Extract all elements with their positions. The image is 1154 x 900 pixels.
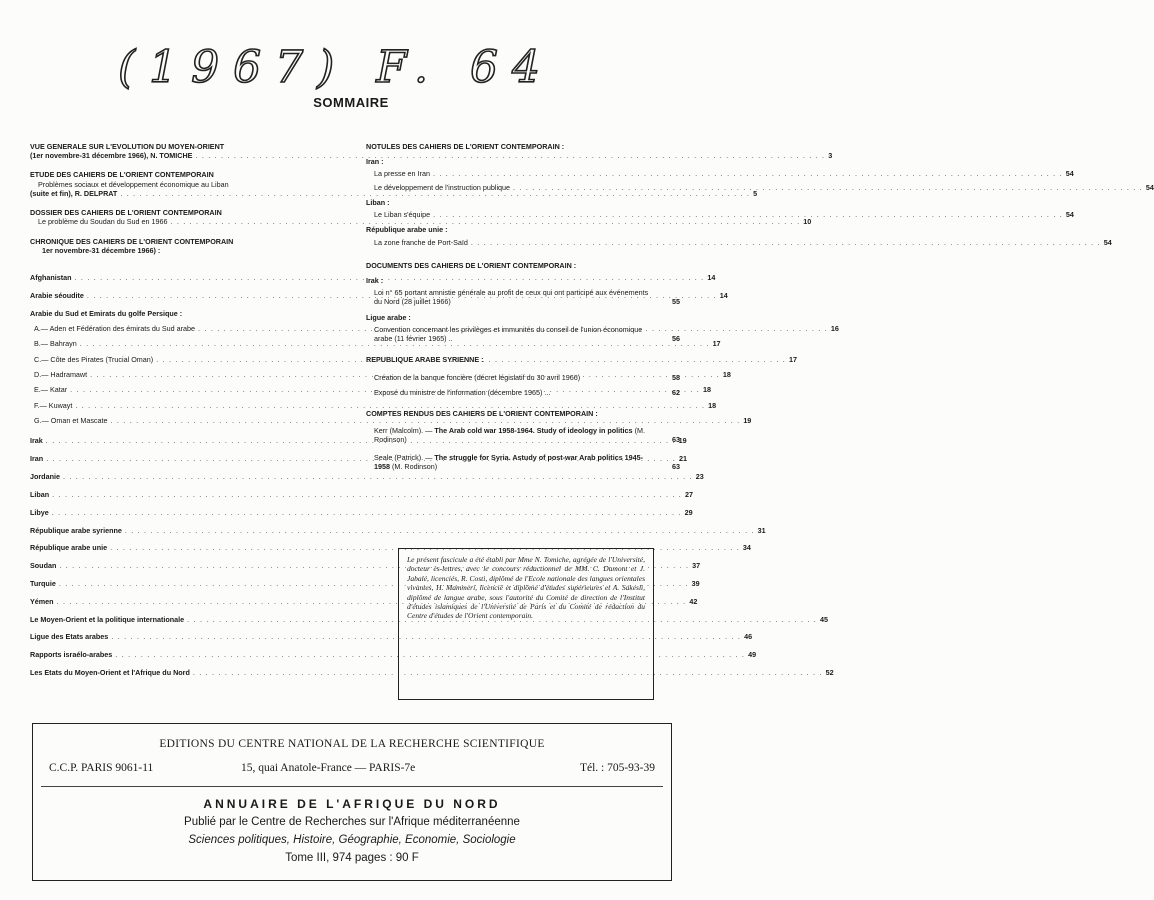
toc-documents-ligue-heading: Ligue arabe :	[366, 312, 411, 322]
annuaire-publisher: Publié par le Centre de Recherches sur l'Afrique méditerranéenne	[184, 816, 520, 828]
toc-country-b-9-page: 42	[689, 596, 698, 606]
toc-arabie-item-1-page: 17	[712, 339, 721, 349]
toc-country-b-6[interactable]	[30, 543, 751, 553]
toc-arabie-item-6-label	[34, 416, 108, 425]
toc-arabie-item-0-label	[34, 324, 195, 333]
toc-arabie-item-0-letter: A.	[34, 323, 41, 333]
toc-documents-irak-page: 55	[672, 297, 680, 307]
annuaire-disciplines: Sciences politiques, Histoire, Géographie, Economie, Sociologie	[188, 834, 516, 846]
toc-comptes-item1-author: Kerr (Malcolm). —	[374, 426, 433, 436]
toc-documents-irak-heading: Irak :	[366, 275, 384, 285]
annuaire-title: ANNUAIRE DE L'AFRIQUE DU NORD	[203, 797, 501, 811]
toc-country-b-3-label: Liban	[30, 489, 50, 499]
toc-comptes-item2-reviewer: (M. Rodinson)	[392, 461, 438, 471]
toc-arabie-item-0-text: — Aden et Fédération des émirats du Sud arabe	[40, 323, 196, 333]
toc-country-b-9-label: Yémen	[30, 596, 54, 606]
editorial-notice-box	[398, 548, 654, 700]
toc-arabie-item-2-letter: C.	[34, 354, 42, 364]
toc-country-a-0-page: 14	[707, 272, 716, 282]
annuaire-tome: Tome III, 974 pages : 90 F	[285, 852, 419, 864]
toc-arabie-item-2-text: — Côte des Pirates (Trucial Oman)	[41, 354, 154, 364]
toc-documents-ligue-page: 56	[672, 334, 680, 344]
toc-arabie-item-5-text: — Kuwayt	[39, 400, 73, 410]
toc-notules-rau-0[interactable]	[374, 237, 1112, 247]
toc-country-b-8[interactable]	[30, 578, 700, 588]
toc-country-b-1-label: Iran	[30, 454, 44, 464]
toc-country-b-10[interactable]	[30, 614, 828, 624]
toc-notules-iran-1-label: Le développement de l'instruction publique	[374, 182, 511, 192]
toc-notules-iran-0-label: La presse en Iran	[374, 169, 430, 179]
toc-notules-heading: NOTULES DES CAHIERS DE L'ORIENT CONTEMPORAIN :	[366, 142, 565, 151]
toc-arabie-item-5[interactable]	[34, 400, 717, 410]
toc-arabie-item-0-page: 16	[830, 323, 839, 333]
toc-comptes-item2-author: Seale (Patrick). —	[374, 452, 433, 462]
publisher-frame	[32, 723, 672, 881]
toc-ras-heading: REPUBLIQUE ARABE SYRIENNE :	[366, 355, 484, 365]
toc-notules-rau-0-label: La zone franche de Port-Saïd	[374, 237, 468, 247]
toc-country-b-10-page: 45	[819, 614, 828, 624]
publisher-phone: Tél. : 705-93-39	[579, 762, 655, 774]
toc-country-b-12-page: 49	[748, 650, 757, 660]
toc-country-b-5-page: 31	[757, 525, 766, 535]
toc-etude-title: ETUDE DES CAHIERS DE L'ORIENT CONTEMPORAIN	[30, 170, 214, 180]
publisher-ccp: C.C.P. PARIS 9061-11	[49, 762, 154, 774]
toc-country-b-8-label: Turquie	[30, 578, 56, 588]
handwritten-annotation	[118, 22, 554, 104]
toc-arabie-item-6-page: 19	[743, 416, 752, 426]
toc-country-b-1-page: 21	[678, 454, 687, 464]
toc-arabie-item-5-page: 18	[708, 400, 717, 410]
toc-arabie-item-2-page: 17	[788, 354, 797, 364]
toc-chronique-subtitle: 1er novembre-31 décembre 1966) :	[42, 245, 161, 255]
toc-arabie-item-3-page: 18	[722, 370, 731, 380]
toc-dossier-subtitle: Le problème du Soudan du Sud en 1966	[38, 217, 168, 227]
toc-vue-generale-subtitle: (1er novembre-31 décembre 1966), N. TOMICHE	[30, 151, 193, 161]
toc-etude-author: (suite et fin), R. DELPRAT	[30, 188, 118, 198]
toc-country-b-5[interactable]	[30, 525, 766, 535]
toc-country-b-2-label: Jordanie	[30, 472, 60, 482]
toc-chronique-title: CHRONIQUE DES CAHIERS DE L'ORIENT CONTEMPORAIN	[30, 236, 234, 246]
toc-arabie-sud-heading: Arabie du Sud et Emirats du golfe Persique :	[30, 308, 183, 318]
toc-comptes-item2-title: The struggle for Syria. Astudy of post-war Arab politics 1945-1958	[374, 452, 644, 471]
toc-ras-item2[interactable]	[366, 388, 680, 397]
toc-notules-iran-0-page: 54	[1065, 169, 1074, 179]
handwritten-annotation-text: (1967) F. 64	[118, 42, 554, 93]
toc-comptes-item1-title: The Arab cold war 1958-1964. Study of ideology in politics	[434, 426, 633, 436]
toc-ras-item1-page: 58	[672, 372, 680, 382]
toc-arabie-item-4-label	[34, 385, 67, 394]
toc-arabie-item-0[interactable]	[34, 323, 839, 333]
toc-country-b-11[interactable]	[30, 632, 753, 642]
toc-arabie-item-3-text: — Hadramawt	[41, 370, 88, 380]
toc-notules-rau-heading: République arabe unie :	[366, 225, 448, 235]
toc-country-b-6-page: 34	[742, 543, 751, 553]
toc-notules-iran-1-page: 54	[1145, 182, 1154, 192]
toc-documents-irak-text: Loi n° 65 portant amnistie générale au profit de ceux qui ont participé aux événements du Nord (28 juillet 1966)	[374, 288, 649, 307]
toc-arabie-item-4-page: 18	[702, 385, 711, 395]
toc-ras-item2-text: Exposé du ministre de l'information (décembre 1965) ...	[374, 387, 551, 397]
toc-arabie-item-6[interactable]	[34, 416, 752, 426]
toc-country-a-1-page: 14	[719, 290, 728, 300]
toc-notules-liban-0[interactable]	[374, 210, 1074, 220]
toc-country-b-8-page: 39	[691, 578, 700, 588]
toc-chronique[interactable]	[30, 237, 330, 255]
toc-country-b-7[interactable]	[30, 561, 701, 571]
toc-country-b-10-label: Le Moyen-Orient et la politique internationale	[30, 614, 185, 624]
toc-arabie-item-5-letter: F.	[34, 400, 40, 410]
toc-country-b-0-label: Irak	[30, 436, 43, 446]
toc-vue-generale-page: 3	[828, 151, 833, 161]
toc-comptes-heading: COMPTES RENDUS DES CAHIERS DE L'ORIENT CONTEMPORAIN :	[366, 408, 598, 418]
toc-country-b-11-label: Ligue des Etats arabes	[30, 632, 109, 642]
toc-notules-liban-heading: Liban :	[366, 197, 390, 207]
toc-arabie-item-5-label	[34, 401, 72, 410]
toc-comptes-item1-reviewer: (M. Rodinson)	[374, 426, 645, 445]
toc-country-b-7-page: 37	[692, 561, 701, 571]
toc-arabie-item-3-letter: D.	[34, 370, 42, 380]
toc-notules-iran-0[interactable]	[374, 169, 1074, 179]
toc-notules-iran-heading: Iran :	[366, 157, 384, 167]
toc-notules-liban-0-label: Le Liban s'équipe	[374, 210, 431, 220]
toc-country-a-0-label: Afghanistan	[30, 272, 72, 282]
toc-etude-subtitle: Problèmes sociaux et développement économique au Liban	[38, 179, 229, 189]
toc-arabie-item-1-text: — Bahrayn	[40, 339, 77, 349]
toc-arabie-item-1-label	[34, 339, 77, 348]
toc-country-b-3-page: 27	[684, 489, 693, 499]
publisher-divider	[41, 786, 663, 787]
toc-documents-irak-entry[interactable]	[366, 288, 680, 306]
toc-notules-liban-0-page: 54	[1065, 210, 1074, 220]
toc-country-b-7-label: Soudan	[30, 561, 57, 571]
toc-comptes-item2-page: 63	[672, 461, 680, 471]
toc-country-b-13-page: 52	[825, 668, 834, 678]
toc-country-b-0-page: 19	[678, 436, 687, 446]
toc-ras-item1-text: Création de la banque foncière (décret législatif du 30 avril 1966)	[374, 372, 581, 382]
toc-country-a-1-label: Arabie séoudite	[30, 290, 84, 300]
toc-country-b-4-label: Libye	[30, 507, 49, 517]
toc-country-b-2[interactable]	[30, 472, 704, 482]
toc-country-b-2-page: 23	[695, 472, 704, 482]
toc-notules-rau-0-page: 54	[1103, 237, 1112, 247]
toc-arabie-item-6-letter: G.	[34, 416, 42, 426]
toc-country-b-4[interactable]	[30, 507, 693, 517]
toc-ras-item1[interactable]	[366, 373, 680, 382]
page-title: SOMMAIRE	[313, 95, 389, 110]
toc-arabie-item-1-letter: B.	[34, 339, 41, 349]
toc-country-b-9[interactable]	[30, 596, 698, 606]
toc-ras	[366, 355, 680, 397]
toc-vue-generale-title: VUE GENERALE SUR L'EVOLUTION DU MOYEN-ORIENT	[30, 142, 225, 151]
toc-arabie-item-6-text: — Oman et Mascate	[41, 416, 108, 426]
toc-country-b-5-label: République arabe syrienne	[30, 525, 122, 535]
toc-documents	[366, 261, 680, 344]
publisher-name: EDITIONS DU CENTRE NATIONAL DE LA RECHERCHE SCIENTIFIQUE	[159, 738, 545, 750]
toc-comptes-item1[interactable]	[366, 426, 680, 444]
toc-comptes	[366, 409, 680, 471]
toc-country-b-13-label: Les Etats du Moyen-Orient et l'Afrique du Nord	[30, 668, 190, 678]
toc-notules-iran-1[interactable]	[374, 182, 1154, 192]
toc-documents-ligue-entry[interactable]	[366, 325, 680, 343]
toc-country-b-6-label: République arabe unie	[30, 543, 108, 553]
toc-country-b-11-page: 46	[744, 632, 753, 642]
toc-arabie-item-3-label	[34, 370, 87, 379]
toc-dossier-page: 10	[803, 217, 812, 227]
toc-country-b-12[interactable]	[30, 650, 757, 660]
toc-arabie-item-4-letter: E.	[34, 385, 41, 395]
toc-comptes-item2[interactable]	[366, 453, 680, 471]
toc-dossier-title: DOSSIER DES CAHIERS DE L'ORIENT CONTEMPORAIN	[30, 208, 222, 218]
toc-etude-page: 5	[753, 188, 758, 198]
toc-country-b-4-page: 29	[684, 507, 693, 517]
editorial-notice-text: Le présent fascicule a été établi par Mme N. Tomiche, agrégée de l'Université, docteur ès-lettres, avec le concours rédactionnel de MM. C. Dumont et J. Jabalé, licenciés, R. Costi, diplômé de l'Ecole nationale des langues orientales vivantes, H. Mammeri, licencié et diplômé d'études supérieures et A. Sakesli, diplômé de langue arabe, sous l'autorité du Comité de direction de l'Institut d'études islamiques de l'Université de Paris et du Comité de rédaction du Centre d'études de l'Orient contemporain.	[407, 555, 645, 621]
toc-ras-item2-page: 62	[672, 387, 680, 397]
toc-comptes-item1-page: 63	[672, 435, 680, 445]
toc-documents-heading: DOCUMENTS DES CAHIERS DE L'ORIENT CONTEMPORAIN :	[366, 260, 577, 270]
toc-country-b-12-label: Rapports israélo-arabes	[30, 650, 113, 660]
publisher-address: 15, quai Anatole-France — PARIS-7e	[241, 762, 416, 774]
toc-country-b-13[interactable]	[30, 668, 834, 678]
toc-arabie-item-2-label	[34, 355, 153, 364]
toc-arabie-item-4-text: — Katar	[40, 385, 68, 395]
toc-documents-ligue-text: Convention concernant les privilèges et immunités du conseil de l'union économique arabe (11 février 1965) ..	[374, 324, 643, 344]
toc-country-b-3[interactable]	[30, 489, 693, 499]
